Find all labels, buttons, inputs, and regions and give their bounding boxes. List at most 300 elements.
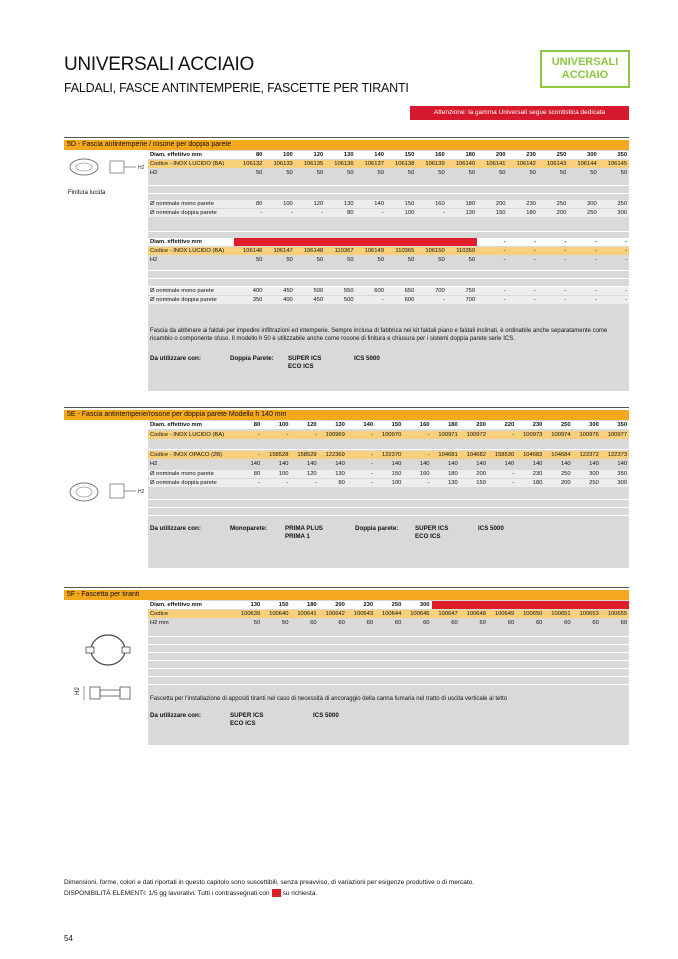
table-cell: - <box>594 257 597 263</box>
table-cell: - <box>594 239 597 245</box>
table-cell: 150 <box>278 602 289 608</box>
table-cell: - <box>564 239 567 245</box>
table-cell: 550 <box>343 288 354 294</box>
table-cell: 60 <box>366 620 374 626</box>
badge-line-1: UNIVERSALI <box>551 56 619 68</box>
svg-text:H2: H2 <box>138 489 145 495</box>
table-cell: 500 <box>516 601 544 609</box>
table-cell: 180 <box>448 471 458 477</box>
table-cell: - <box>625 248 628 254</box>
empty-row <box>148 442 629 450</box>
use-category-double-5e: Doppia parete: <box>355 525 399 532</box>
table-cell: 60 <box>479 620 486 626</box>
product-eco-ics-5d: ECO ICS <box>288 363 314 370</box>
table-cell: 106132 <box>243 161 263 167</box>
row-label: Ø nominale doppia parete <box>150 480 217 486</box>
empty-row <box>148 224 629 232</box>
table-cell: 120 <box>313 152 324 158</box>
table-cell: - <box>382 297 384 303</box>
section-5f-divider <box>64 587 629 588</box>
page-subtitle: FALDALI, FASCE ANTINTEMPERIE, FASCETTE PER TIRANTI <box>64 81 409 95</box>
table-cell: 150 <box>476 480 486 486</box>
table-cell: 600 <box>404 297 415 303</box>
table-cell: 140 <box>617 461 628 467</box>
table-cell: - <box>625 257 628 263</box>
table-cell: 230 <box>526 201 536 207</box>
empty-row <box>148 279 629 287</box>
table-row <box>148 247 629 255</box>
empty-row <box>148 500 629 508</box>
table-cell: 100651 <box>551 611 571 617</box>
section-5f-title: 5F - Fascetta per tiranti <box>64 590 629 600</box>
table-cell: 140 <box>504 461 515 467</box>
table-cell: 200 <box>476 471 486 477</box>
table-cell: 250 <box>560 422 571 428</box>
table-cell: - <box>594 297 597 303</box>
section-5d-divider <box>64 137 629 138</box>
table-cell: 500 <box>295 238 325 246</box>
table-cell: 100642 <box>325 611 345 617</box>
table-cell: 180 <box>465 152 476 158</box>
attention-banner: Attenzione: la gamma Universali segue scontistica dedicata <box>410 106 629 120</box>
table-cell: 100640 <box>269 611 289 617</box>
table-cell: 300 <box>587 201 597 207</box>
table-row <box>148 160 629 168</box>
table-cell: 500 <box>343 297 354 303</box>
table-cell: 350 <box>252 297 263 303</box>
product-ics5000-5e: ICS 5000 <box>478 525 504 532</box>
table-cell: 120 <box>313 201 324 207</box>
table-row <box>148 460 629 468</box>
row-label: Codice - INOX OPACO (2B) <box>150 452 223 458</box>
row-label: Codice - INOX LUCIDO (BA) <box>150 248 225 254</box>
row-label: Codice - INOX LUCIDO (BA) <box>150 432 225 438</box>
table-cell: 80 <box>253 422 261 428</box>
table-cell: 100646 <box>410 611 430 617</box>
table-row <box>148 287 629 295</box>
table-cell: 106139 <box>425 161 445 167</box>
table-cell: 60 <box>338 620 345 626</box>
table-cell: - <box>260 210 263 216</box>
table-cell: 50 <box>407 170 415 176</box>
table-cell: 100977 <box>607 432 628 438</box>
table-cell: - <box>512 432 515 438</box>
table-row <box>148 431 629 439</box>
table-cell: - <box>564 288 567 294</box>
empty-row <box>148 669 629 677</box>
table-cell: 250 <box>560 471 571 477</box>
table-cell: 550 <box>325 238 355 246</box>
table-cell: 230 <box>532 422 543 428</box>
row-label: Diam. effettivo mm <box>150 602 202 608</box>
empty-row <box>148 263 629 271</box>
table-cell: 700 <box>435 288 445 294</box>
table-cell: 700 <box>465 297 476 303</box>
table-cell: 80 <box>255 201 263 207</box>
table-cell: - <box>512 471 515 477</box>
table-row <box>148 601 629 609</box>
section-5e-divider <box>64 407 629 408</box>
table-cell: - <box>371 452 374 458</box>
empty-row <box>148 629 629 637</box>
table-cell: 50 <box>590 170 597 176</box>
table-cell: - <box>286 432 289 438</box>
table-cell: 140 <box>532 461 543 467</box>
red-marker-icon <box>272 889 281 897</box>
table-cell: 400 <box>234 238 264 246</box>
table-cell: 50 <box>559 170 567 176</box>
footer-availability-suffix: su richiesta. <box>282 890 318 897</box>
table-cell: 450 <box>488 601 516 609</box>
table-cell: 106143 <box>546 161 567 167</box>
table-cell: 106145 <box>607 161 628 167</box>
table-cell: 80 <box>255 152 263 158</box>
table-cell: 100653 <box>579 611 599 617</box>
table-cell: 50 <box>255 257 263 263</box>
table-cell: 50 <box>438 257 445 263</box>
table-cell: 150 <box>404 152 415 158</box>
table-cell: 140 <box>419 461 430 467</box>
empty-row <box>148 186 629 194</box>
table-cell: 100644 <box>381 611 402 617</box>
table-cell: 180 <box>526 210 536 216</box>
table-cell: 60 <box>394 620 402 626</box>
table-cell: 300 <box>589 422 599 428</box>
table-cell: 110350 <box>456 248 476 254</box>
table-cell: - <box>314 480 317 486</box>
table-cell: - <box>594 288 597 294</box>
table-cell: - <box>442 210 445 216</box>
clamp-product-icon <box>80 628 140 673</box>
table-cell: 100 <box>278 471 289 477</box>
table-cell: 50 <box>468 170 476 176</box>
table-cell: 106142 <box>516 161 536 167</box>
table-cell: - <box>564 257 567 263</box>
table-cell: 300 <box>419 602 430 608</box>
table-cell: 104684 <box>551 452 571 458</box>
table-cell: 160 <box>435 201 445 207</box>
table-cell: - <box>625 297 628 303</box>
table-cell: - <box>258 480 261 486</box>
table-cell: 158530 <box>494 452 515 458</box>
table-cell: 450 <box>313 297 324 303</box>
table-cell: 50 <box>620 170 628 176</box>
table-cell: 100655 <box>607 611 628 617</box>
table-cell: 100649 <box>494 611 515 617</box>
category-badge <box>540 50 630 88</box>
table-cell: 100650 <box>523 611 543 617</box>
table-row <box>148 470 629 478</box>
table-cell: 200 <box>476 422 486 428</box>
table-cell: 200 <box>560 480 571 486</box>
table-row <box>148 238 629 246</box>
table-row <box>148 151 629 159</box>
table-cell: 50 <box>281 620 289 626</box>
table-cell: 106147 <box>273 248 293 254</box>
table-cell: 350 <box>617 471 628 477</box>
table-cell: - <box>314 432 317 438</box>
table-cell: 50 <box>468 257 476 263</box>
clamp-section-icon <box>78 683 148 703</box>
table-cell: 400 <box>252 288 263 294</box>
table-cell: 50 <box>286 170 293 176</box>
row-label: Codice <box>150 611 169 617</box>
table-cell: 140 <box>278 461 289 467</box>
table-cell: 220 <box>504 422 515 428</box>
table-cell: 300 <box>587 152 597 158</box>
table-cell: 130 <box>335 422 345 428</box>
product-ics5000-5f: ICS 5000 <box>313 712 339 719</box>
badge-line-2: ACCIAIO <box>561 69 609 81</box>
table-cell: 50 <box>253 620 261 626</box>
table-cell: 140 <box>374 201 384 207</box>
table-cell: 50 <box>407 257 415 263</box>
table-cell: 158528 <box>269 452 289 458</box>
product-ics5000-5d: ICS 5000 <box>354 355 380 362</box>
table-row <box>148 169 629 177</box>
use-category-5d: Doppia Parete: <box>230 355 274 362</box>
table-cell: 106141 <box>486 161 506 167</box>
empty-row <box>148 677 629 685</box>
use-category-mono-5e: Monoparete: <box>230 525 268 532</box>
row-label: H2 mm <box>150 620 169 626</box>
table-cell: 750 <box>447 238 477 246</box>
table-cell: - <box>503 297 506 303</box>
table-cell: 180 <box>448 422 458 428</box>
table-cell: - <box>503 257 506 263</box>
table-cell: 60 <box>620 620 628 626</box>
section-5d-title: 5D - Fascia antintemperie / rosone per doppia parete <box>64 140 629 150</box>
table-cell: 550 <box>544 601 572 609</box>
finish-caption: Finitura lucida <box>68 190 106 196</box>
table-cell: 50 <box>377 170 384 176</box>
table-cell: - <box>382 210 384 216</box>
table-cell: 200 <box>556 210 567 216</box>
row-label: Diam. effettivo mm <box>150 422 202 428</box>
table-cell: 350 <box>617 201 628 207</box>
table-cell: 50 <box>286 257 293 263</box>
table-cell: 230 <box>363 602 374 608</box>
section-5d-note: Fascia da abbinare ai faldali per impedire infiltrazioni ed intemperie. Sempre inclusa di fabbrica nei kit faldali piano e faldali inclinati, è ordinabile anche separatamente come ricambio o componente sfuso. Il modello h 50 è utilizzabile anche come rosone di finitura e chiusura per i sistemi doppia parete serie ICS. <box>150 328 608 342</box>
table-cell: - <box>290 210 293 216</box>
table-cell: 100974 <box>551 432 571 438</box>
table-cell: 160 <box>435 152 445 158</box>
table-cell: - <box>503 288 506 294</box>
table-cell: 300 <box>589 471 599 477</box>
row-label: H2 <box>150 170 158 176</box>
empty-row <box>148 661 629 669</box>
table-cell: - <box>286 480 289 486</box>
table-cell: 120 <box>306 471 317 477</box>
table-cell: 450 <box>264 238 294 246</box>
table-cell: 500 <box>313 288 324 294</box>
table-cell: - <box>564 248 567 254</box>
table-cell: 50 <box>438 170 445 176</box>
table-row <box>148 296 629 304</box>
empty-row <box>148 492 629 500</box>
use-with-label-5f: Da utilizzare con: <box>150 712 201 719</box>
table-cell: - <box>371 432 374 438</box>
table-cell: 150 <box>495 210 506 216</box>
table-cell: 650 <box>404 288 415 294</box>
table-cell: 106135 <box>303 161 324 167</box>
table-cell: 180 <box>306 602 317 608</box>
table-cell: - <box>371 461 374 467</box>
table-cell: 160 <box>419 471 430 477</box>
table-cell: - <box>594 248 597 254</box>
table-cell: 100976 <box>579 432 599 438</box>
table-cell: 650 <box>573 601 601 609</box>
empty-row <box>148 653 629 661</box>
table-cell: 180 <box>465 201 476 207</box>
table-cell: 100639 <box>240 611 261 617</box>
table-cell: 100 <box>391 480 402 486</box>
table-cell: 104683 <box>523 452 543 458</box>
table-cell: 140 <box>374 152 384 158</box>
page-number: 54 <box>64 934 73 943</box>
table-cell: 60 <box>507 620 515 626</box>
section-5e-title: 5E - Fascia antintemperie/rosone per doppia parete Modello h 140 mm <box>64 410 629 420</box>
product-super-ics-5f: SUPER ICS <box>230 712 264 719</box>
table-cell: - <box>625 288 628 294</box>
row-label: Diam. effettivo mm <box>150 239 202 245</box>
table-cell: 50 <box>347 257 354 263</box>
table-cell: 450 <box>283 288 293 294</box>
table-cell: 60 <box>592 620 599 626</box>
table-cell: 80 <box>338 480 345 486</box>
row-label: H2 <box>150 461 158 467</box>
table-cell: 104681 <box>438 452 458 458</box>
row-label: Ø nominale mono parete <box>150 288 214 294</box>
table-cell: 106146 <box>243 248 263 254</box>
table-row <box>148 451 629 459</box>
table-cell: 300 <box>617 480 628 486</box>
table-cell: 250 <box>587 210 597 216</box>
table-cell: 140 <box>391 461 402 467</box>
table-cell: - <box>533 248 536 254</box>
table-cell: 130 <box>343 152 354 158</box>
table-cell: 110367 <box>334 248 354 254</box>
page-title: UNIVERSALI ACCIAIO <box>64 54 254 75</box>
use-with-label-5d: Da utilizzare con: <box>150 355 201 362</box>
product-eco-ics-5e: ECO ICS <box>415 533 441 540</box>
table-cell: 100972 <box>466 432 486 438</box>
table-cell: 140 <box>589 461 599 467</box>
product-prima1-5e: PRIMA 1 <box>285 533 310 540</box>
table-cell: 100641 <box>297 611 317 617</box>
table-cell: 120 <box>306 422 317 428</box>
table-cell: 130 <box>250 602 261 608</box>
table-cell: 50 <box>347 170 354 176</box>
rosette-h140-product-icon <box>66 478 146 508</box>
row-label: Diam. effettivo mm <box>150 152 202 158</box>
table-cell: - <box>564 297 567 303</box>
footer-availability <box>64 889 317 898</box>
table-cell: 200 <box>495 152 506 158</box>
table-cell: 230 <box>532 471 543 477</box>
table-cell: 60 <box>564 620 571 626</box>
row-label: H2 <box>150 257 158 263</box>
table-cell: 122372 <box>579 452 599 458</box>
table-cell: 106133 <box>273 161 293 167</box>
table-cell: 50 <box>255 170 263 176</box>
row-label: Ø nominale doppia parete <box>150 210 217 216</box>
table-cell: - <box>258 432 261 438</box>
row-label: Codice - INOX LUCIDO (BA) <box>150 161 225 167</box>
table-row <box>148 619 629 627</box>
row-label: Ø nominale mono parete <box>150 201 214 207</box>
table-cell: - <box>533 297 536 303</box>
table-cell: 80 <box>347 210 354 216</box>
table-cell: 140 <box>476 461 486 467</box>
table-cell: 300 <box>617 210 628 216</box>
table-cell: 160 <box>419 422 430 428</box>
empty-row <box>148 645 629 653</box>
table-cell: 106140 <box>455 161 476 167</box>
product-eco-ics-5f: ECO ICS <box>230 720 256 727</box>
table-cell: 122373 <box>607 452 628 458</box>
row-label: Ø nominale mono parete <box>150 471 214 477</box>
table-cell: 130 <box>448 480 458 486</box>
table-cell: 122369 <box>325 452 345 458</box>
table-cell: 110365 <box>395 248 415 254</box>
table-cell: 104682 <box>466 452 486 458</box>
table-cell: 180 <box>532 480 543 486</box>
table-cell: 100643 <box>353 611 374 617</box>
table-cell: 600 <box>356 238 386 246</box>
table-row <box>148 421 629 429</box>
table-cell: 60 <box>535 620 543 626</box>
table-cell: 60 <box>451 620 458 626</box>
table-cell: - <box>371 480 374 486</box>
table-cell: 130 <box>343 201 354 207</box>
table-cell: - <box>533 257 536 263</box>
table-cell: 350 <box>617 152 628 158</box>
empty-row <box>148 271 629 279</box>
product-prima-plus-5e: PRIMA PLUS <box>285 525 323 532</box>
table-cell: 400 <box>460 601 488 609</box>
table-cell: 250 <box>556 152 567 158</box>
table-cell: 130 <box>465 210 476 216</box>
table-cell: 140 <box>448 461 458 467</box>
table-cell: 80 <box>253 471 261 477</box>
table-cell: - <box>533 239 536 245</box>
table-cell: - <box>503 239 506 245</box>
table-cell: 50 <box>377 257 384 263</box>
table-cell: 100 <box>404 210 415 216</box>
row-label: Ø nominale doppia parete <box>150 297 217 303</box>
table-cell: 250 <box>556 201 567 207</box>
table-cell: 700 <box>416 238 446 246</box>
table-cell: 140 <box>363 422 374 428</box>
table-cell: 100 <box>283 201 293 207</box>
table-cell: 60 <box>423 620 430 626</box>
table-row <box>148 610 629 618</box>
table-cell: 100971 <box>438 432 458 438</box>
empty-row <box>148 637 629 645</box>
svg-text:H2: H2 <box>138 165 145 171</box>
table-cell: 122370 <box>381 452 402 458</box>
table-cell: - <box>512 480 515 486</box>
table-cell: 130 <box>335 471 345 477</box>
table-cell: - <box>258 452 261 458</box>
table-cell: 106149 <box>364 248 384 254</box>
table-cell: 100 <box>278 422 289 428</box>
table-cell: - <box>321 210 324 216</box>
table-cell: 50 <box>316 257 324 263</box>
table-cell: 200 <box>495 201 506 207</box>
table-cell: 100969 <box>325 432 345 438</box>
